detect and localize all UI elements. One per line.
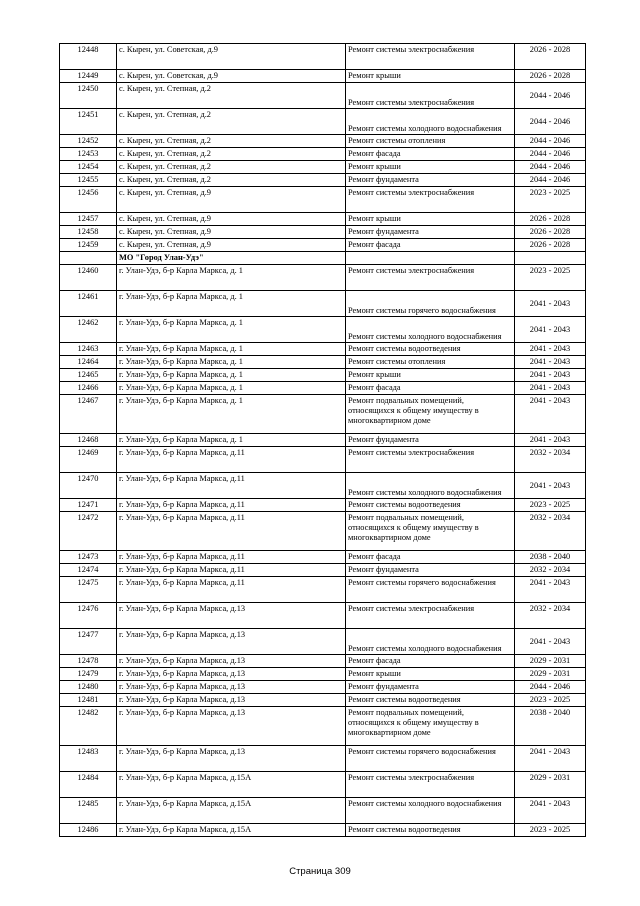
table-row — [60, 668, 586, 681]
table-row — [60, 694, 586, 707]
row-period: 2044 - 2046 — [515, 681, 586, 694]
row-number: 12456 — [60, 187, 117, 213]
row-number: 12465 — [60, 369, 117, 382]
row-number: 12454 — [60, 161, 117, 174]
row-address: с. Кырен, ул. Степная, д.2 — [117, 109, 346, 135]
row-period: 2041 - 2043 — [515, 577, 586, 603]
row-address: г. Улан-Удэ, б-р Карла Маркса, д.11 — [117, 551, 346, 564]
section-num-cell — [60, 252, 117, 265]
works-table — [59, 43, 586, 837]
row-work-type: Ремонт крыши — [346, 213, 515, 226]
row-address: г. Улан-Удэ, б-р Карла Маркса, д.13 — [117, 746, 346, 772]
table-row — [60, 512, 586, 551]
row-work-type: Ремонт фундамента — [346, 434, 515, 447]
row-work-type: Ремонт системы холодного водоснабжения — [346, 109, 515, 135]
table-row — [60, 746, 586, 772]
row-period: 2032 - 2034 — [515, 564, 586, 577]
row-number: 12467 — [60, 395, 117, 434]
row-address: г. Улан-Удэ, б-р Карла Маркса, д. 1 — [117, 265, 346, 291]
row-number: 12471 — [60, 499, 117, 512]
row-period: 2023 - 2025 — [515, 694, 586, 707]
page-footer — [0, 866, 640, 877]
row-period: 2029 - 2031 — [515, 668, 586, 681]
row-work-type: Ремонт подвальных помещений, относящихся к общему имуществу в многоквартирном доме — [346, 512, 515, 551]
row-period: 2044 - 2046 — [515, 148, 586, 161]
row-number: 12478 — [60, 655, 117, 668]
row-number: 12486 — [60, 824, 117, 837]
row-work-type: Ремонт системы отопления — [346, 356, 515, 369]
row-work-type: Ремонт крыши — [346, 70, 515, 83]
row-work-type: Ремонт фасада — [346, 382, 515, 395]
row-work-type: Ремонт фундамента — [346, 174, 515, 187]
row-address: г. Улан-Удэ, б-р Карла Маркса, д. 1 — [117, 291, 346, 317]
row-period: 2038 - 2040 — [515, 707, 586, 746]
row-work-type: Ремонт фундамента — [346, 564, 515, 577]
row-work-type: Ремонт фундамента — [346, 226, 515, 239]
row-period: 2023 - 2025 — [515, 187, 586, 213]
table-row — [60, 564, 586, 577]
row-address: г. Улан-Удэ, б-р Карла Маркса, д.13 — [117, 668, 346, 681]
row-number: 12483 — [60, 746, 117, 772]
row-period: 2026 - 2028 — [515, 70, 586, 83]
row-work-type: Ремонт системы холодного водоснабжения — [346, 317, 515, 343]
row-period: 2032 - 2034 — [515, 447, 586, 473]
row-period: 2041 - 2043 — [515, 395, 586, 434]
row-number: 12462 — [60, 317, 117, 343]
table-row — [60, 356, 586, 369]
row-work-type: Ремонт крыши — [346, 161, 515, 174]
row-number: 12452 — [60, 135, 117, 148]
row-work-type: Ремонт системы водоотведения — [346, 499, 515, 512]
row-number: 12463 — [60, 343, 117, 356]
row-period: 2041 - 2043 — [515, 356, 586, 369]
row-number: 12451 — [60, 109, 117, 135]
table-row — [60, 447, 586, 473]
row-number: 12448 — [60, 44, 117, 70]
row-address: г. Улан-Удэ, б-р Карла Маркса, д.13 — [117, 629, 346, 655]
table-row — [60, 317, 586, 343]
row-work-type: Ремонт системы холодного водоснабжения — [346, 798, 515, 824]
table-row — [60, 551, 586, 564]
row-work-type: Ремонт крыши — [346, 668, 515, 681]
table-row — [60, 213, 586, 226]
table-row — [60, 655, 586, 668]
row-work-type: Ремонт фасада — [346, 239, 515, 252]
row-address: с. Кырен, ул. Степная, д.9 — [117, 213, 346, 226]
row-number: 12453 — [60, 148, 117, 161]
section-header-row — [60, 252, 586, 265]
row-period: 2044 - 2046 — [515, 109, 586, 135]
row-period: 2041 - 2043 — [515, 291, 586, 317]
row-address: с. Кырен, ул. Советская, д.9 — [117, 70, 346, 83]
row-address: г. Улан-Удэ, б-р Карла Маркса, д.15А — [117, 798, 346, 824]
row-address: г. Улан-Удэ, б-р Карла Маркса, д. 1 — [117, 356, 346, 369]
row-work-type: Ремонт фасада — [346, 655, 515, 668]
table-row — [60, 707, 586, 746]
row-number: 12477 — [60, 629, 117, 655]
row-number: 12458 — [60, 226, 117, 239]
row-period: 2041 - 2043 — [515, 317, 586, 343]
row-period: 2041 - 2043 — [515, 629, 586, 655]
row-number: 12468 — [60, 434, 117, 447]
row-work-type: Ремонт системы электроснабжения — [346, 772, 515, 798]
table-row — [60, 44, 586, 70]
section-period-cell — [515, 252, 586, 265]
row-number: 12474 — [60, 564, 117, 577]
table-row — [60, 239, 586, 252]
row-period: 2044 - 2046 — [515, 161, 586, 174]
row-number: 12479 — [60, 668, 117, 681]
row-address: г. Улан-Удэ, б-р Карла Маркса, д.11 — [117, 577, 346, 603]
row-address: с. Кырен, ул. Степная, д.9 — [117, 226, 346, 239]
table-row — [60, 148, 586, 161]
row-address: с. Кырен, ул. Степная, д.2 — [117, 161, 346, 174]
row-address: г. Улан-Удэ, б-р Карла Маркса, д.11 — [117, 473, 346, 499]
row-number: 12481 — [60, 694, 117, 707]
row-work-type: Ремонт системы водоотведения — [346, 824, 515, 837]
row-period: 2041 - 2043 — [515, 746, 586, 772]
row-period: 2041 - 2043 — [515, 434, 586, 447]
table-row — [60, 772, 586, 798]
row-address: с. Кырен, ул. Советская, д.9 — [117, 44, 346, 70]
row-period: 2041 - 2043 — [515, 382, 586, 395]
row-period: 2041 - 2043 — [515, 473, 586, 499]
row-period: 2044 - 2046 — [515, 83, 586, 109]
row-address: с. Кырен, ул. Степная, д.2 — [117, 148, 346, 161]
row-number: 12482 — [60, 707, 117, 746]
row-number: 12459 — [60, 239, 117, 252]
row-work-type: Ремонт фундамента — [346, 681, 515, 694]
row-number: 12457 — [60, 213, 117, 226]
table-row — [60, 70, 586, 83]
table-row — [60, 681, 586, 694]
row-address: г. Улан-Удэ, б-р Карла Маркса, д.11 — [117, 499, 346, 512]
section-title: МО "Город Улан-Удэ" — [117, 252, 346, 265]
row-work-type: Ремонт системы водоотведения — [346, 343, 515, 356]
table-row — [60, 343, 586, 356]
table-row — [60, 83, 586, 109]
row-period: 2026 - 2028 — [515, 239, 586, 252]
table-row — [60, 577, 586, 603]
table-row — [60, 798, 586, 824]
table-row — [60, 265, 586, 291]
row-address: г. Улан-Удэ, б-р Карла Маркса, д. 1 — [117, 343, 346, 356]
row-period: 2023 - 2025 — [515, 499, 586, 512]
row-number: 12484 — [60, 772, 117, 798]
table-row — [60, 434, 586, 447]
row-number: 12450 — [60, 83, 117, 109]
row-address: с. Кырен, ул. Степная, д.2 — [117, 83, 346, 109]
row-work-type: Ремонт системы электроснабжения — [346, 447, 515, 473]
row-address: с. Кырен, ул. Степная, д.2 — [117, 135, 346, 148]
row-address: с. Кырен, ул. Степная, д.9 — [117, 239, 346, 252]
row-period: 2032 - 2034 — [515, 512, 586, 551]
row-work-type: Ремонт системы холодного водоснабжения — [346, 629, 515, 655]
table-row — [60, 824, 586, 837]
row-number: 12470 — [60, 473, 117, 499]
row-work-type: Ремонт системы горячего водоснабжения — [346, 291, 515, 317]
table-row — [60, 291, 586, 317]
row-address: г. Улан-Удэ, б-р Карла Маркса, д. 1 — [117, 382, 346, 395]
row-period: 2023 - 2025 — [515, 824, 586, 837]
row-number: 12472 — [60, 512, 117, 551]
row-period: 2032 - 2034 — [515, 603, 586, 629]
row-address: г. Улан-Удэ, б-р Карла Маркса, д.11 — [117, 564, 346, 577]
row-number: 12460 — [60, 265, 117, 291]
row-address: г. Улан-Удэ, б-р Карла Маркса, д.13 — [117, 707, 346, 746]
row-work-type: Ремонт системы горячего водоснабжения — [346, 577, 515, 603]
row-work-type: Ремонт системы электроснабжения — [346, 603, 515, 629]
row-address: г. Улан-Удэ, б-р Карла Маркса, д.11 — [117, 447, 346, 473]
row-work-type: Ремонт системы холодного водоснабжения — [346, 473, 515, 499]
row-address: г. Улан-Удэ, б-р Карла Маркса, д.13 — [117, 603, 346, 629]
row-work-type: Ремонт системы отопления — [346, 135, 515, 148]
row-work-type: Ремонт системы водоотведения — [346, 694, 515, 707]
table-row — [60, 603, 586, 629]
row-work-type: Ремонт подвальных помещений, относящихся к общему имуществу в многоквартирном доме — [346, 395, 515, 434]
row-period: 2023 - 2025 — [515, 265, 586, 291]
table-row — [60, 499, 586, 512]
row-work-type: Ремонт системы электроснабжения — [346, 187, 515, 213]
row-address: г. Улан-Удэ, б-р Карла Маркса, д.13 — [117, 655, 346, 668]
row-address: г. Улан-Удэ, б-р Карла Маркса, д. 1 — [117, 317, 346, 343]
row-number: 12480 — [60, 681, 117, 694]
table-row — [60, 135, 586, 148]
row-work-type: Ремонт системы электроснабжения — [346, 265, 515, 291]
row-period: 2026 - 2028 — [515, 226, 586, 239]
table-row — [60, 395, 586, 434]
section-work-cell — [346, 252, 515, 265]
row-work-type: Ремонт фасада — [346, 551, 515, 564]
row-work-type: Ремонт системы электроснабжения — [346, 44, 515, 70]
row-period: 2026 - 2028 — [515, 213, 586, 226]
table-row — [60, 187, 586, 213]
row-address: г. Улан-Удэ, б-р Карла Маркса, д.13 — [117, 694, 346, 707]
row-number: 12473 — [60, 551, 117, 564]
row-work-type: Ремонт фасада — [346, 148, 515, 161]
row-address: г. Улан-Удэ, б-р Карла Маркса, д. 1 — [117, 395, 346, 434]
row-number: 12469 — [60, 447, 117, 473]
table-row — [60, 382, 586, 395]
table-row — [60, 473, 586, 499]
row-period: 2038 - 2040 — [515, 551, 586, 564]
row-number: 12461 — [60, 291, 117, 317]
row-number: 12455 — [60, 174, 117, 187]
row-number: 12449 — [60, 70, 117, 83]
row-period: 2044 - 2046 — [515, 174, 586, 187]
row-work-type: Ремонт крыши — [346, 369, 515, 382]
row-address: г. Улан-Удэ, б-р Карла Маркса, д.13 — [117, 681, 346, 694]
row-period: 2041 - 2043 — [515, 343, 586, 356]
row-work-type: Ремонт подвальных помещений, относящихся к общему имуществу в многоквартирном доме — [346, 707, 515, 746]
row-work-type: Ремонт системы горячего водоснабжения — [346, 746, 515, 772]
table-row — [60, 369, 586, 382]
row-address: г. Улан-Удэ, б-р Карла Маркса, д.15А — [117, 824, 346, 837]
works-table-body — [60, 44, 586, 837]
row-period: 2041 - 2043 — [515, 369, 586, 382]
table-row — [60, 629, 586, 655]
row-number: 12475 — [60, 577, 117, 603]
row-address: г. Улан-Удэ, б-р Карла Маркса, д. 1 — [117, 369, 346, 382]
table-row — [60, 161, 586, 174]
row-address: г. Улан-Удэ, б-р Карла Маркса, д.15А — [117, 772, 346, 798]
row-period: 2029 - 2031 — [515, 655, 586, 668]
row-address: г. Улан-Удэ, б-р Карла Маркса, д. 1 — [117, 434, 346, 447]
table-row — [60, 174, 586, 187]
row-number: 12485 — [60, 798, 117, 824]
row-address: с. Кырен, ул. Степная, д.2 — [117, 174, 346, 187]
row-number: 12476 — [60, 603, 117, 629]
row-period: 2044 - 2046 — [515, 135, 586, 148]
row-period: 2026 - 2028 — [515, 44, 586, 70]
page-number: Страница 309 — [289, 866, 351, 877]
row-number: 12464 — [60, 356, 117, 369]
row-period: 2041 - 2043 — [515, 798, 586, 824]
row-period: 2029 - 2031 — [515, 772, 586, 798]
table-row — [60, 226, 586, 239]
row-address: г. Улан-Удэ, б-р Карла Маркса, д.11 — [117, 512, 346, 551]
row-address: с. Кырен, ул. Степная, д.9 — [117, 187, 346, 213]
row-work-type: Ремонт системы электроснабжения — [346, 83, 515, 109]
row-number: 12466 — [60, 382, 117, 395]
table-row — [60, 109, 586, 135]
